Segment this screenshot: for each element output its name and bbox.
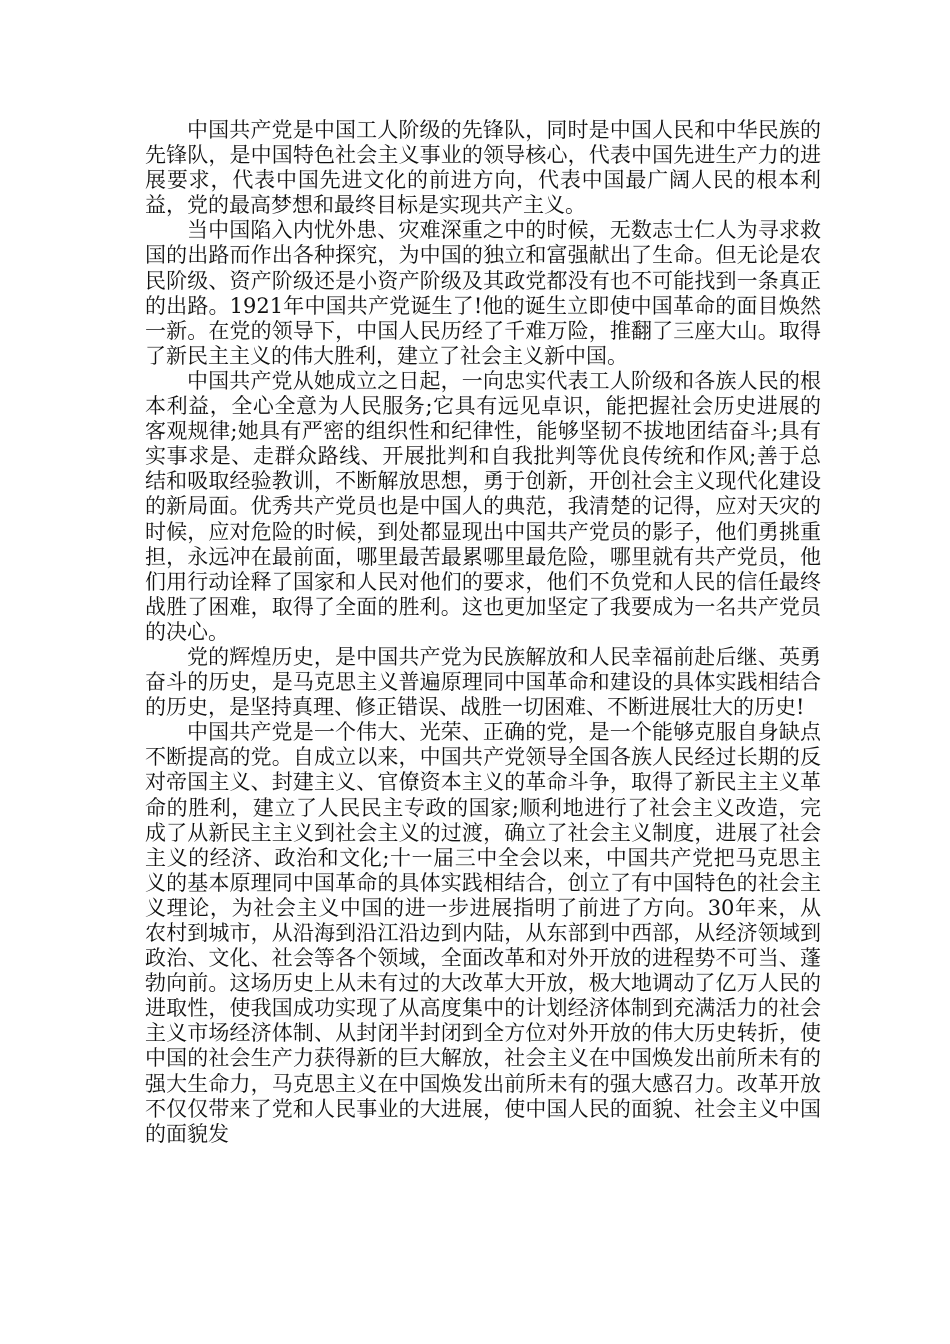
paragraph-2: 当中国陷入内忧外患、灾难深重之中的时候，无数志士仁人为寻求救国的出路而作出各种探究，为中国的独立和富强献出了生命。但无论是农民阶级、资产阶级还是小资产阶级及其政党都没有也不可能找到一条真正的出路。1921年中国共产党诞生了!他的诞生立即使中国革命的面目焕然一新。在党的领导下，中国人民历经了千难万险，推翻了三座大山。取得了新民主主义的伟大胜利，建立了社会主义新中国。 (145, 218, 821, 368)
paragraph-5: 中国共产党是一个伟大、光荣、正确的党，是一个能够克服自身缺点不断提高的党。自成立以来，中国共产党领导全国各族人民经过长期的反对帝国主义、封建主义、官僚资本主义的革命斗争，取得了新民主主义革命的胜利，建立了人民民主专政的国家;顺利地进行了社会主义改造，完成了从新民主主义到社会主义的过渡，确立了社会主义制度，进展了社会主义的经济、政治和文化;十一届三中全会以来，中国共产党把马克思主义的基本原理同中国革命的具体实践相结合，创立了有中国特色的社会主义理论，为社会主义中国的进一步进展指明了前进了方向。30年来，从农村到城市，从沿海到沿江沿边到内陆，从东部到中西部，从经济领域到政治、文化、社会等各个领域，全面改革和对外开放的进程势不可当、蓬勃向前。这场历史上从未有过的大改革大开放，极大地调动了亿万人民的进取性，使我国成功实现了从高度集中的计划经济体制到充满活力的社会主义市场经济体制、从封闭半封闭到全方位对外开放的伟大历史转折，使中国的社会生产力获得新的巨大解放，社会主义在中国焕发出前所未有的强大生命力，马克思主义在中国焕发出前所未有的强大感召力。改革开放不仅仅带来了党和人民事业的大进展，使中国人民的面貌、社会主义中国的面貌发 (145, 720, 821, 1146)
document-body (145, 118, 821, 1147)
paragraph-3: 中国共产党从她成立之日起，一向忠实代表工人阶级和各族人民的根本利益，全心全意为人民服务;它具有远见卓识，能把握社会历史进展的客观规律;她具有严密的组织性和纪律性，能够坚韧不拔地团结奋斗;具有实事求是、走群众路线、开展批判和自我批判等优良传统和作风;善于总结和吸取经验教训，不断解放思想，勇于创新，开创社会主义现代化建设的新局面。优秀共产党员也是中国人的典范，我清楚的记得，应对天灾的时候，应对危险的时候，到处都显现出中国共产党员的影子，他们勇挑重担，永远冲在最前面，哪里最苦最累哪里最危险，哪里就有共产党员，他们用行动诠释了国家和人民对他们的要求，他们不负党和人民的信任最终战胜了困难，取得了全面的胜利。这也更加坚定了我要成为一名共产党员的决心。 (145, 368, 821, 644)
paragraph-1: 中国共产党是中国工人阶级的先锋队，同时是中国人民和中华民族的先锋队，是中国特色社会主义事业的领导核心，代表中国先进生产力的进展要求，代表中国先进文化的前进方向，代表中国最广阔人民的根本利益，党的最高梦想和最终目标是实现共产主义。 (145, 118, 821, 218)
paragraph-4: 党的辉煌历史，是中国共产党为民族解放和人民幸福前赴后继、英勇奋斗的历史，是马克思主义普遍原理同中国革命和建设的具体实践相结合的历史，是坚持真理、修正错误、战胜一切困难、不断进展壮大的历史! (145, 644, 821, 720)
